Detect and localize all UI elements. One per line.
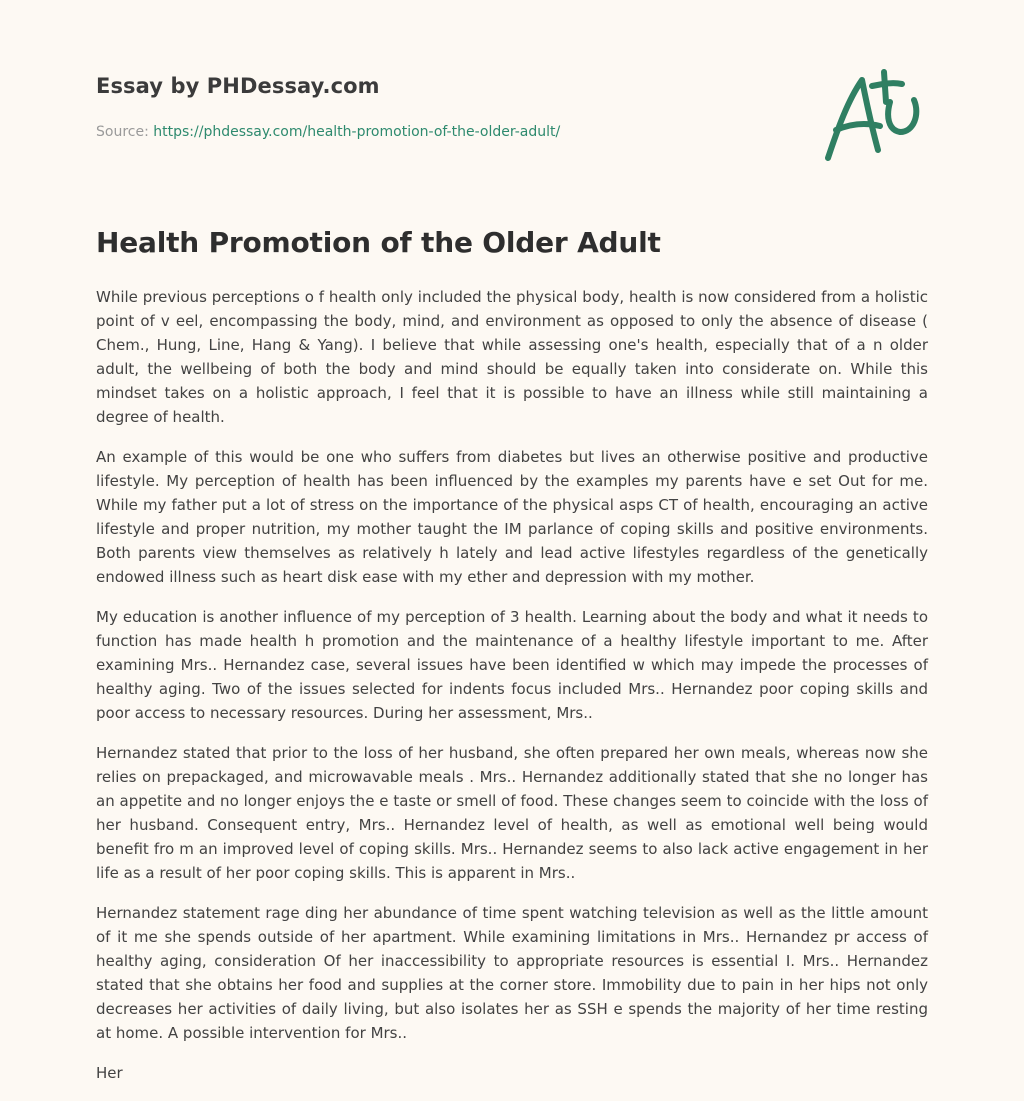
source-line — [96, 124, 560, 140]
source-label: Source: — [96, 124, 149, 140]
page-header — [96, 0, 928, 190]
essay-paragraph: While previous perceptions o f health only included the physical body, health is now considered from a holistic point of v eel, encompassing the body, mind, and environment as opposed to only the absence of disease ( Chem., Hung, Line, Hang & Yang). I believe that while assessing one's health, especially that of a n older adult, the wellbeing of both the body and mind should be equally taken into considerate on. While this mindset takes on a holistic approach, I feel that it is possible to have an illness while still maintaining a degree of health. — [96, 288, 928, 426]
essay-paragraph: Hernandez stated that prior to the loss of her husband, she often prepared her own meals, whereas now she relies on prepackaged, and microwavable meals . Mrs.. Hernandez additionally stated that she no longer has an appetite and no longer enjoys the e taste or smell of food. These changes seem to coincide with the loss of her husband. Consequent entry, Mrs.. Hernandez level of health, as well as emotional well being would benefit fro m an improved level of coping skills. Mrs.. Hernandez seems to also lack active engagement in her life as a result of her poor coping skills. This is apparent in Mrs.. — [96, 744, 928, 882]
essay-paragraph: Her — [96, 1064, 123, 1082]
essay-paragraph: My education is another influence of my perception of 3 health. Learning about the body and what it needs to function has made health h promotion and the maintenance of a healthy lifestyle important to me. After examining Mrs.. Hernandez case, several issues have been identified w which may impede the processes of healthy aging. Two of the issues selected for indents focus included Mrs.. Hernandez poor coping skills and poor access to necessary resources. During her assessment, Mrs.. — [96, 608, 928, 722]
essay-title: Health Promotion of the Older Adult — [96, 226, 661, 259]
site-title: Essay by PHDessay.com — [96, 74, 380, 98]
essay-page — [96, 0, 928, 1082]
essay-body — [96, 285, 928, 1101]
a-plus-grade-icon — [822, 66, 926, 166]
source-link[interactable]: https://phdessay.com/health-promotion-of-the-older-adult/ — [153, 124, 561, 140]
essay-paragraph: An example of this would be one who suffers from diabetes but lives an otherwise positive and productive lifestyle. My perception of health has been influenced by the examples my parents have e set Out for me. While my father put a lot of stress on the importance of the physical asps CT of health, encouraging an active lifestyle and proper nutrition, my mother taught the IM parlance of coping skills and positive environments. Both parents view themselves as relatively h lately and lead active lifestyles regardless of the genetically endowed illness such as heart disk ease with my ether and depression with my mother. — [96, 448, 928, 586]
essay-paragraph: Hernandez statement rage ding her abundance of time spent watching television as well as the little amount of it me she spends outside of her apartment. While examining limitations in Mrs.. Hernandez pr access of healthy aging, consideration Of her inaccessibility to appropriate resources is essential I. Mrs.. Hernandez stated that she obtains her food and supplies at the corner store. Immobility due to pain in her hips not only decreases her activities of daily living, but also isolates her as SSH e spends the majority of her time resting at home. A possible intervention for Mrs.. — [96, 904, 928, 1042]
